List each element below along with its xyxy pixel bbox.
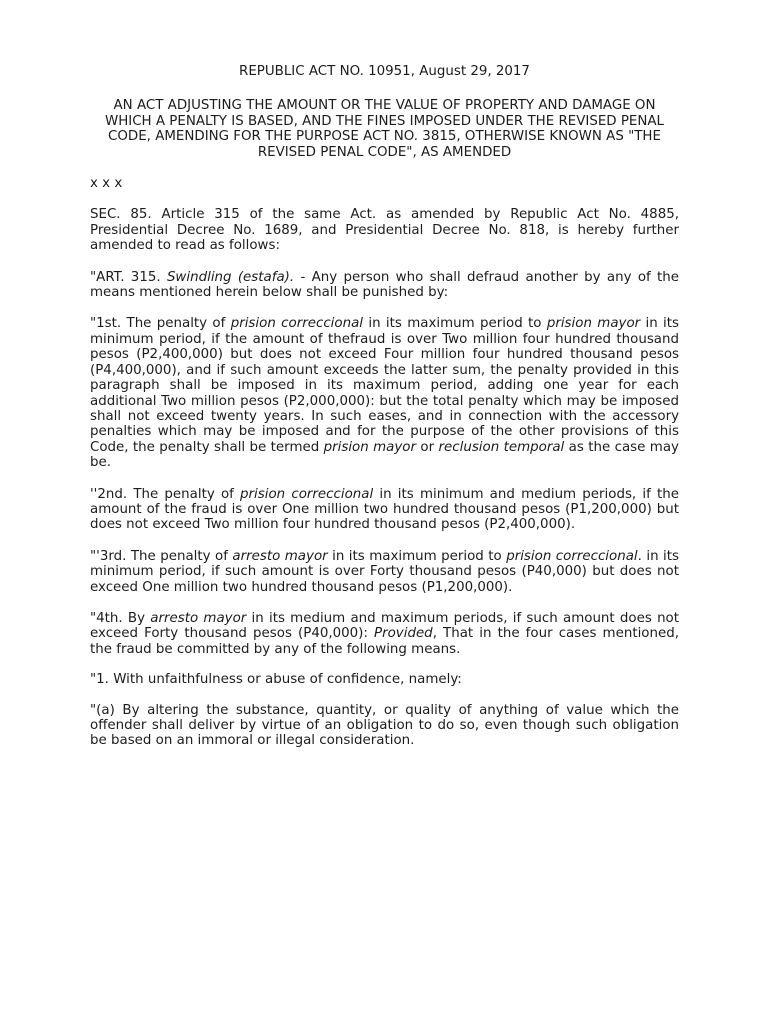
item-1-paragraph: "1. With unfaithfulness or abuse of confidence, namely:: [90, 672, 462, 688]
fourth-penalty-paragraph: [90, 611, 679, 657]
third-text-2: in its maximum period to: [327, 548, 507, 564]
fourth-text-1: "4th. By: [90, 610, 151, 626]
art315-body: - Any person who shall defraud another by any of the means mentioned herein below shall be punished by:: [90, 269, 680, 301]
first-text-5: as the case may be.: [90, 439, 679, 471]
first-text-4: or: [416, 439, 439, 455]
second-text-1: ''2nd. The penalty of: [90, 486, 241, 502]
document-title: REPUBLIC ACT NO. 10951, August 29, 2017: [239, 64, 530, 79]
third-text-3: . in its minimum period, if such amount is over Forty thousand pesos (P40,000) but does not exceed One million two hundred thousand pesos (P1,200,000).: [90, 548, 679, 595]
fourth-text-2: in its medium and maximum periods, if such amount does not exceed Forty thousand pesos (P40,000):: [90, 610, 679, 642]
second-italic-1: prision correccional: [240, 486, 374, 502]
document-page: [90, 64, 679, 749]
second-penalty-paragraph: [90, 487, 679, 533]
first-text-3: in its minimum period, if the amount of thefraud is over Two million four hundred thousand pesos (P2,400,000) but does not exceed Four million four hundred thousand pesos (P4,400,000), and if such amount exceeds the latter sum, the penalty provided in this paragraph shall be imposed in its maximum period, adding one year for each additional Two million pesos (P2,000,000): but the total penalty which may be imposed shall not exceed twenty years. In such eases, and in connection with the accessory penalties which may be imposed and for the purpose of the other provisions of this Code, the penalty shall be termed: [90, 316, 680, 455]
article-315-paragraph: [90, 270, 679, 301]
fourth-italic-2: Provided: [374, 626, 433, 642]
act-subtitle: AN ACT ADJUSTING THE AMOUNT OR THE VALUE OF PROPERTY AND DAMAGE ON WHICH A PENALTY IS BASED, AND THE FINES IMPOSED UNDER THE REVISED PENAL CODE, AMENDING FOR THE PURPOSE ACT NO. 3815, OTHERWISE KNOWN AS "THE REVISED PENAL CODE", AS AMENDED: [104, 98, 665, 160]
art315-heading: Swindling (estafa).: [166, 269, 295, 285]
section-85-paragraph: SEC. 85. Article 315 of the same Act. as amended by Republic Act No. 4885, Presidential Decree No. 1689, and Presidential Decree No. 818, is hereby further amended to read as follows:: [90, 207, 679, 254]
third-penalty-paragraph: [90, 549, 679, 595]
first-text-2: in its maximum period to: [363, 316, 547, 332]
item-a-paragraph: "(a) By altering the substance, quantity, or quality of anything of value which the offender shall deliver by virtue of an obligation to do so, even though such obligation be based on an immoral or illegal consideration.: [90, 702, 679, 749]
first-italic-4: reclusion temporal: [438, 439, 565, 455]
third-italic-2: prision correccional: [506, 548, 638, 564]
ellipsis-marker: x x x: [90, 176, 123, 192]
third-italic-1: arresto mayor: [232, 548, 328, 564]
first-italic-1: prision correccional: [230, 316, 364, 332]
first-italic-3: prision mayor: [323, 439, 416, 455]
art315-lead: "ART. 315.: [90, 269, 167, 285]
first-text-1: "1st. The penalty of: [90, 316, 231, 332]
first-penalty-paragraph: [90, 316, 679, 470]
fourth-italic-1: arresto mayor: [150, 610, 247, 626]
fourth-text-3: , That in the four cases mentioned, the fraud be committed by any of the following means.: [90, 626, 679, 657]
third-text-1: "'3rd. The penalty of: [90, 548, 233, 564]
second-text-2: in its minimum and medium periods, if the amount of the fraud is over One million two hundred thousand pesos (P1,200,000) but does not exceed Two million four hundred thousand pesos (P2,400,000).: [90, 486, 679, 533]
first-italic-2: prision mayor: [546, 316, 641, 332]
